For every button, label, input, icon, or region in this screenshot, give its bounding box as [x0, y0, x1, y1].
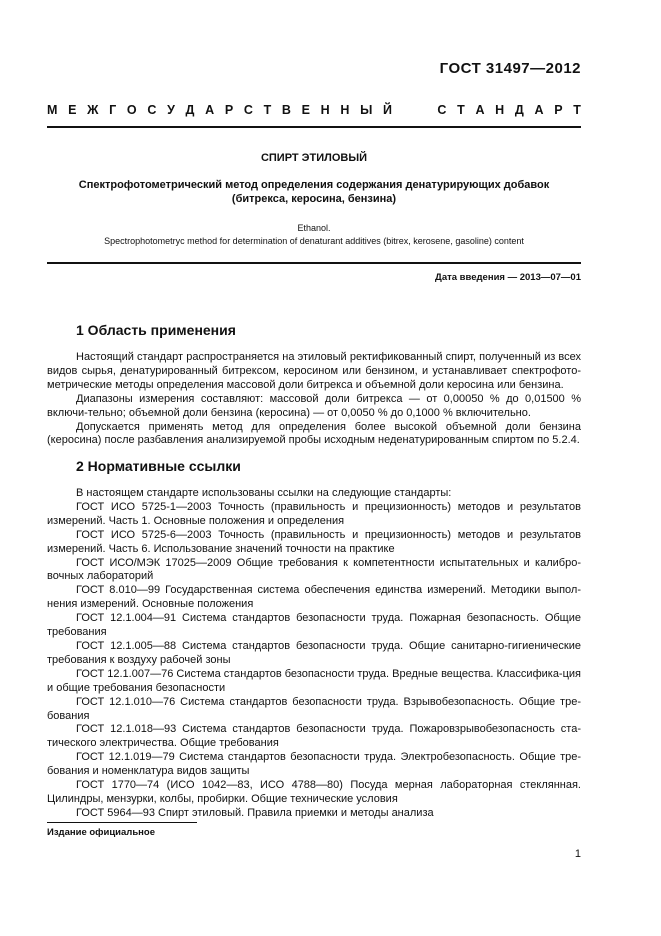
reference-item: ГОСТ ИСО 5725-6—2003 Точность (правильность и прецизионность) методов и результатов измерений. Часть 6. Использование значений точности на практике	[47, 528, 581, 555]
reference-item: ГОСТ 1770—74 (ИСО 1042—83, ИСО 4788—80) Посуда мерная лабораторная стеклянная. Цилиндры, мензурки, колбы, пробирки. Общие технические условия	[47, 779, 581, 805]
subtitle-line-2: (битрекса, керосина, бензина)	[231, 193, 397, 205]
official-edition-label: Издание официальное	[47, 827, 155, 838]
english-title-line-2: Spectrophotometryc method for determination of denaturant additives (bitrex, kerosene, gasoline) content	[104, 236, 524, 246]
section-1-paragraph: Настоящий стандарт распространяется на этиловый ректификованный спирт, полученный из всех видов сырья, денатурированный битрексом, керосином или бензином, и устанавливает спектрофото-метрические методы определения массовой доли битрекса и объемной доли керосина или бензина.	[47, 351, 581, 391]
reference-item: ГОСТ 12.1.018—93 Система стандартов безопасности труда. Пожаровзрывобезопасность ста-тического электричества. Общие требования	[47, 723, 581, 750]
banner-letter: А	[205, 103, 215, 117]
banner-letter: Н	[340, 103, 350, 117]
section-1-paragraph: Допускается применять метод для определения более высокой объемной доли бензина (керосина) после разбавления анализируемой пробы исходным неденатурированным спиртом по 5.2.4.	[47, 420, 581, 447]
reference-item: ГОСТ ИСО/МЭК 17025—2009 Общие требования к компетентности испытательных и калибро-вочных лабораторий	[47, 556, 581, 583]
page-number: 1	[574, 848, 581, 860]
top-rule	[47, 126, 581, 128]
reference-item: ГОСТ 12.1.007—76 Система стандартов безопасности труда. Вредные вещества. Классифика-ция и общие требования безопасности	[47, 667, 581, 694]
reference-item: ГОСТ ИСО 5725-1—2003 Точность (правильность и прецизионность) методов и результатов измерений. Часть 1. Основные положения и определения	[47, 500, 581, 527]
reference-item: ГОСТ 12.1.004—91 Система стандартов безопасности труда. Пожарная безопасность. Общие требования	[47, 612, 581, 639]
banner-letter: Й	[383, 103, 393, 117]
reference-item: В настоящем стандарте использованы ссылки на следующие стандарты:	[76, 487, 452, 499]
banner-letter: Г	[109, 103, 117, 117]
banner-letter: Д	[514, 103, 524, 117]
section-2-heading: 2 Нормативные ссылки	[76, 458, 241, 474]
reference-item: ГОСТ 12.1.019—79 Система стандартов безопасности труда. Электробезопасность. Общие тре-бования и номенклатура видов защиты	[47, 751, 581, 778]
document-number: ГОСТ 31497—2012	[439, 60, 581, 77]
banner-letter: С	[243, 103, 253, 117]
subtitle-line-1: Спектрофотометрический метод определения содержания денатурирующих добавок	[78, 179, 550, 191]
banner-letter: О	[126, 103, 137, 117]
banner-letter: Т	[457, 103, 465, 117]
banner-letter: Е	[68, 103, 77, 117]
reference-item: ГОСТ 5964—93 Спирт этиловый. Правила приемки и методы анализа	[76, 806, 434, 819]
banner-letter: У	[167, 103, 175, 117]
banner-word-gap	[403, 103, 427, 117]
section-2-body	[47, 487, 581, 821]
banner-letter: Р	[554, 103, 563, 117]
banner-letter: В	[281, 103, 291, 117]
reference-item: ГОСТ 12.1.010—76 Система стандартов безопасности труда. Взрывобезопасность. Общие тре-бования	[47, 695, 581, 722]
banner-letter: С	[147, 103, 157, 117]
banner-letter: Н	[495, 103, 505, 117]
english-title-line-1: Ethanol.	[297, 223, 331, 233]
banner-letter: Н	[320, 103, 330, 117]
standard-subtitle	[47, 178, 581, 206]
section-1-heading: 1 Область применения	[76, 322, 236, 338]
english-title	[47, 222, 581, 248]
interstate-standard-banner	[47, 103, 581, 117]
banner-letter: Т	[263, 103, 272, 117]
standard-title: СПИРТ ЭТИЛОВЫЙ	[260, 152, 368, 164]
reference-item: ГОСТ 12.1.005—88 Система стандартов безопасности труда. Общие санитарно-гигиенические требования к воздуху рабочей зоны	[47, 639, 581, 666]
banner-letter: С	[437, 103, 447, 117]
banner-letter: Р	[224, 103, 234, 117]
title-rule	[47, 262, 581, 264]
footer-rule	[47, 822, 197, 823]
introduction-date: Дата введения — 2013—07—01	[435, 272, 581, 283]
banner-letter: Т	[573, 103, 581, 117]
banner-letter: А	[534, 103, 544, 117]
banner-letter: Е	[301, 103, 310, 117]
section-1-body	[47, 351, 581, 448]
banner-letter: Ы	[360, 103, 373, 117]
reference-item: ГОСТ 8.010—99 Государственная система обеспечения единства измерений. Методики выпол-нения измерений. Основные положения	[47, 584, 581, 611]
section-1-paragraph: Диапазоны измерения составляют: массовой доли битрекса — от 0,00050 % до 0,01500 % включи-тельно; объемной доли бензина (керосина) — от 0,0050 % до 0,1000 % включительно.	[47, 392, 581, 419]
banner-letter: А	[475, 103, 485, 117]
banner-letter: Ж	[87, 103, 99, 117]
banner-letter: Д	[185, 103, 195, 117]
banner-letter: М	[47, 103, 58, 117]
